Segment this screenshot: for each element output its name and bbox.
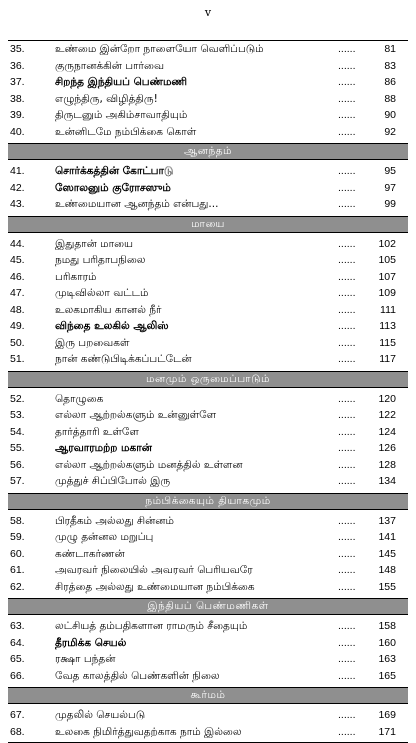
toc-entry: [8, 351, 408, 368]
section-heading: மனமும் ஒருமைப்பாடும்: [8, 371, 408, 388]
entry-title: தீரமிக்க செயல்: [55, 636, 127, 649]
entry-title: எல்லா ஆற்றல்களும் உன்னுள்ளே: [55, 409, 217, 421]
toc-entry: [8, 457, 408, 474]
entry-leader-dots: ......: [338, 531, 356, 543]
entry-leader-dots: ......: [338, 125, 356, 138]
section-heading: ஆனந்தம்: [8, 143, 408, 160]
entry-leader-dots: ......: [338, 92, 356, 105]
entry-page-number: 134: [378, 475, 396, 487]
toc-entry: [8, 285, 408, 302]
entry-page-number: 122: [378, 409, 396, 421]
entry-page-number: 124: [378, 425, 396, 438]
entry-title: ஆரவாரமற்ற மகான்: [55, 442, 152, 454]
entry-title: முதலில் செயல்படு: [55, 709, 146, 721]
entry-number: 41.: [10, 165, 25, 177]
entry-title: குருநானக்கின் பார்வை: [55, 59, 165, 72]
entry-number: 64.: [10, 636, 25, 649]
entry-title: தொழுகை: [55, 392, 104, 405]
entry-page-number: 99: [384, 198, 396, 210]
entry-title: லட்சியத் தம்பதிகளான ராமரும் சீதையும்: [55, 620, 248, 632]
section-heading: இந்தியப் பெண்மணிகள்: [8, 598, 408, 615]
toc-entry: [8, 513, 408, 530]
entry-page-number: 171: [378, 725, 396, 738]
entry-number: 58.: [10, 514, 25, 527]
entry-title: திருடனும் அகிம்சாவாதியும்: [55, 109, 188, 121]
page-number: v: [204, 6, 212, 19]
entry-leader-dots: ......: [338, 458, 356, 471]
toc-entry: [8, 391, 408, 408]
entry-title: விந்தை உலகில் ஆலிஸ்: [55, 320, 169, 332]
entry-leader-dots: ......: [338, 564, 356, 576]
entry-page-number: 95: [384, 165, 396, 177]
toc-entry: [8, 269, 408, 286]
toc-section: [8, 598, 408, 684]
entry-leader-dots: ......: [338, 254, 356, 266]
entry-title: உன்னிடமே நம்பிக்கை கொள்: [55, 125, 197, 138]
entry-page-number: 117: [379, 353, 396, 365]
entry-number: 61.: [10, 564, 25, 576]
entry-number: 53.: [10, 409, 25, 421]
entry-leader-dots: ......: [338, 76, 356, 88]
entry-page-number: 169: [378, 709, 396, 721]
toc-entry: [8, 407, 408, 424]
entry-number: 56.: [10, 458, 25, 471]
section-heading: நம்பிக்கையும் தியாகமும்: [8, 493, 408, 510]
entry-page-number: 111: [380, 303, 396, 316]
entry-page-number: 88: [384, 92, 396, 105]
entry-number: 38.: [10, 92, 25, 105]
entry-page-number: 115: [379, 336, 396, 349]
entry-number: 57.: [10, 475, 25, 487]
entry-leader-dots: ......: [338, 303, 356, 316]
section-heading: மாயை: [8, 216, 408, 233]
entry-page-number: 97: [384, 181, 396, 194]
entry-number: 39.: [10, 109, 25, 121]
toc-entry: [8, 529, 408, 546]
entry-page-number: 109: [378, 287, 396, 299]
toc-entry: [8, 124, 408, 141]
toc-section: [8, 40, 408, 140]
entry-leader-dots: ......: [338, 636, 356, 649]
entry-leader-dots: ......: [338, 653, 356, 665]
entry-number: 66.: [10, 669, 25, 682]
toc-entry: [8, 562, 408, 579]
entry-title: முடிவில்லா வட்டம்: [55, 287, 149, 299]
toc-entry: [8, 440, 408, 457]
entry-leader-dots: ......: [338, 620, 356, 632]
entry-title: கண்டாகர்ணன்: [55, 547, 125, 560]
entry-number: 35.: [10, 43, 25, 55]
entry-page-number: 128: [378, 458, 396, 471]
entry-title: முழு தன்னல மறுப்பு: [55, 531, 154, 543]
entry-number: 47.: [10, 287, 25, 299]
entry-title: உலகமாகிய கானல் நீர்: [55, 303, 162, 316]
entry-title: சிரத்தை அல்லது உண்மையான நம்பிக்கை: [55, 580, 255, 593]
entry-page-number: 113: [379, 320, 396, 332]
entry-number: 65.: [10, 653, 25, 665]
entry-number: 45.: [10, 254, 25, 266]
toc-entry: [8, 651, 408, 668]
toc-entry: [8, 91, 408, 108]
toc-entry: [8, 668, 408, 685]
entry-leader-dots: ......: [338, 165, 356, 177]
entry-title: எல்லா ஆற்றல்களும் மனத்தில் உள்ளன: [55, 458, 243, 471]
table-of-contents: [8, 40, 408, 743]
entry-title: ரக்ஷா பந்தன்: [55, 653, 116, 665]
toc-entry: [8, 546, 408, 563]
entry-leader-dots: ......: [338, 425, 356, 438]
entry-page-number: 148: [378, 564, 396, 576]
entry-number: 49.: [10, 320, 25, 332]
entry-leader-dots: ......: [338, 109, 356, 121]
toc-section: [8, 216, 408, 368]
entry-title: உண்மை இன்றோ நாளையோ வெளிப்படும்: [55, 43, 264, 55]
entry-number: 50.: [10, 336, 25, 349]
entry-number: 67.: [10, 709, 25, 721]
entry-page-number: 155: [378, 580, 396, 593]
entry-title: சொர்க்கத்தின் கோட்பாடு: [55, 165, 174, 177]
entry-page-number: 165: [378, 669, 396, 682]
entry-leader-dots: ......: [338, 514, 356, 527]
toc-entry: [8, 163, 408, 180]
entry-page-number: 90: [384, 109, 396, 121]
entry-page-number: 160: [378, 636, 396, 649]
entry-number: 43.: [10, 198, 25, 210]
entry-title: வேத காலத்தில் பெண்களின் நிலை: [55, 669, 220, 682]
entry-title: நான் கண்டுபிடிக்கப்பட்டேன்: [55, 353, 192, 365]
entry-leader-dots: ......: [338, 181, 356, 194]
entry-leader-dots: ......: [338, 442, 356, 454]
entry-leader-dots: ......: [338, 709, 356, 721]
entry-leader-dots: ......: [338, 59, 356, 72]
entry-title: பரிகாரம்: [55, 270, 97, 283]
entry-leader-dots: ......: [338, 547, 356, 560]
entry-leader-dots: ......: [338, 353, 356, 365]
toc-entry: [8, 724, 408, 741]
entry-leader-dots: ......: [338, 198, 356, 210]
entry-leader-dots: ......: [338, 669, 356, 682]
entry-page-number: 86: [384, 76, 396, 88]
entry-title: உலகை நிமிர்த்துவதற்காக நாம் இல்லை: [55, 725, 242, 738]
entry-page-number: 141: [378, 531, 396, 543]
toc-entry: [8, 707, 408, 724]
toc-entry: [8, 424, 408, 441]
entry-leader-dots: ......: [338, 237, 356, 250]
entry-page-number: 105: [378, 254, 396, 266]
entry-title: எழுந்திரு, விழித்திரு!: [55, 92, 158, 105]
entry-title: சிறந்த இந்தியப் பெண்மணி: [55, 76, 188, 88]
entry-page-number: 158: [378, 620, 396, 632]
toc-entry: [8, 335, 408, 352]
entry-page-number: 137: [378, 514, 396, 527]
entry-page-number: 145: [378, 547, 396, 560]
entry-title: அவரவர் நிலையில் அவரவர் பெரியவரே: [55, 564, 253, 576]
entry-page-number: 120: [378, 392, 396, 405]
entry-number: 48.: [10, 303, 25, 316]
toc-section: [8, 371, 408, 490]
toc-entry: [8, 252, 408, 269]
entry-number: 37.: [10, 76, 25, 88]
entry-number: 68.: [10, 725, 25, 738]
entry-leader-dots: ......: [338, 320, 356, 332]
entry-number: 60.: [10, 547, 25, 560]
entry-number: 40.: [10, 125, 25, 138]
entry-leader-dots: ......: [338, 409, 356, 421]
toc-section: [8, 687, 408, 740]
entry-number: 54.: [10, 425, 25, 438]
entry-title: இரு பறவைகள்: [55, 336, 130, 349]
entry-leader-dots: ......: [338, 475, 356, 487]
entry-title: முத்துச் சிப்பிபோல் இரு: [55, 475, 171, 487]
entry-number: 52.: [10, 392, 25, 405]
entry-title: உண்மையான ஆனந்தம் என்பது...: [55, 198, 219, 210]
entry-leader-dots: ......: [338, 580, 356, 593]
entry-page-number: 102: [378, 237, 396, 250]
entry-leader-dots: ......: [338, 336, 356, 349]
entry-number: 46.: [10, 270, 25, 283]
entry-number: 59.: [10, 531, 25, 543]
toc-entry: [8, 473, 408, 490]
entry-page-number: 92: [384, 125, 396, 138]
toc-entry: [8, 236, 408, 253]
entry-leader-dots: ......: [338, 725, 356, 738]
entry-number: 42.: [10, 181, 25, 194]
entry-page-number: 107: [378, 270, 396, 283]
toc-entry: [8, 180, 408, 197]
entry-leader-dots: ......: [338, 287, 356, 299]
entry-number: 63.: [10, 620, 25, 632]
entry-number: 51.: [10, 353, 25, 365]
toc-entry: [8, 41, 408, 58]
entry-title: பிரதீகம் அல்லது சின்னம்: [55, 514, 174, 527]
entry-number: 55.: [10, 442, 25, 454]
toc-entry: [8, 579, 408, 596]
toc-entry: [8, 74, 408, 91]
entry-number: 44.: [10, 237, 25, 250]
toc-entry: [8, 635, 408, 652]
section-heading: கூர்மம்: [8, 687, 408, 704]
toc-entry: [8, 107, 408, 124]
entry-leader-dots: ......: [338, 43, 356, 55]
toc-entry: [8, 58, 408, 75]
toc-entry: [8, 196, 408, 213]
entry-leader-dots: ......: [338, 392, 356, 405]
entry-page-number: 126: [378, 442, 396, 454]
entry-page-number: 83: [384, 59, 396, 72]
entry-title: இதுதான் மாயை: [55, 237, 134, 250]
entry-number: 36.: [10, 59, 25, 72]
entry-leader-dots: ......: [338, 270, 356, 283]
toc-entry: [8, 302, 408, 319]
toc-entry: [8, 318, 408, 335]
entry-page-number: 81: [384, 43, 396, 55]
toc-entry: [8, 618, 408, 635]
entry-number: 62.: [10, 580, 25, 593]
toc-section: [8, 143, 408, 213]
entry-title: தார்த்தாரி உள்ளே: [55, 425, 139, 438]
entry-page-number: 163: [378, 653, 396, 665]
entry-title: ஸோலனும் குரோசஸும்: [55, 181, 171, 194]
entry-title: நமது பரிதாபநிலை: [55, 254, 146, 266]
toc-section: [8, 493, 408, 596]
